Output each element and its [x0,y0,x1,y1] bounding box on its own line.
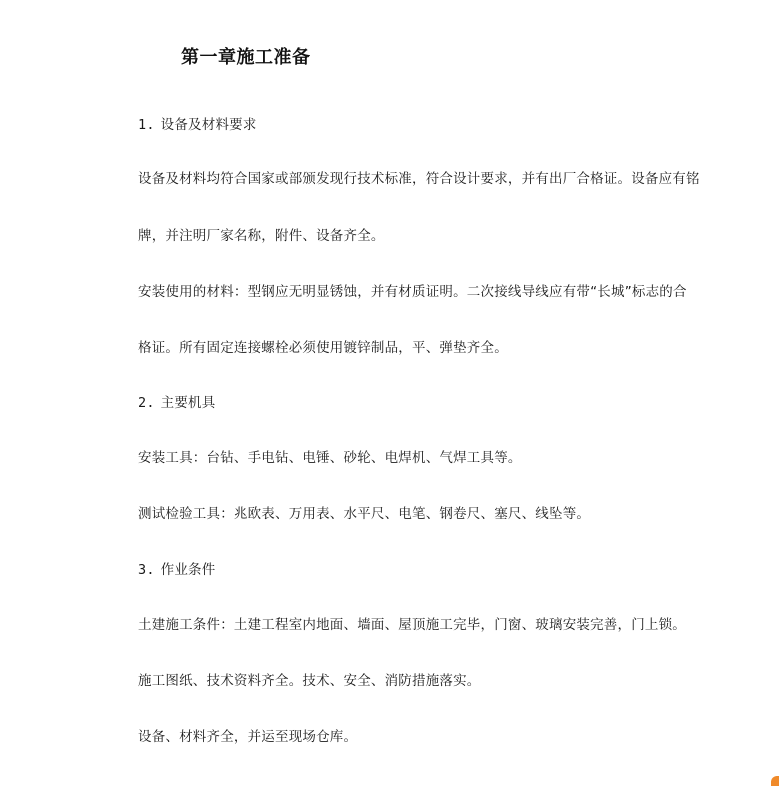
section-heading-3 [138,558,215,578]
section-heading-1 [138,113,257,133]
paragraph-line: 牌，并注明厂家名称，附件、设备齐全。 [138,228,385,244]
paragraph-line: 测试检验工具：兆欧表、万用表、水平尺、电笔、钢卷尺、塞尺、线坠等。 [138,506,591,522]
section-number: 1. [138,117,155,133]
paragraph-line: 格证。所有固定连接螺栓必须使用镀锌制品，平、弹垫齐全。 [138,340,508,356]
paragraph-line: 安装工具：台钻、手电钻、电锤、砂轮、电焊机、气焊工具等。 [138,450,522,466]
section-heading-text: 作业条件 [160,562,216,578]
section-heading-text: 设备及材料要求 [160,117,257,133]
paragraph-line: 设备及材料均符合国家或部颁发现行技术标准，符合设计要求，并有出厂合格证。设备应有铭 [138,171,700,187]
paragraph-line: 施工图纸、技术资料齐全。技术、安全、消防措施落实。 [138,673,481,689]
paragraph-line: 土建施工条件：土建工程室内地面、墙面、屋顶施工完毕，门窗、玻璃安装完善，门上锁。 [138,617,686,633]
paragraph-line: 设备、材料齐全，并运至现场仓库。 [138,729,358,745]
section-number: 2. [138,395,155,411]
section-heading-2 [138,391,215,411]
section-number: 3. [138,562,155,578]
paragraph-line: 安装使用的材料：型钢应无明显锈蚀，并有材质证明。二次接线导线应有带“长城”标志的合 [138,284,687,300]
corner-accent-icon [771,776,779,786]
chapter-title: 第一章施工准备 [181,47,311,68]
section-heading-text: 主要机具 [160,395,216,411]
